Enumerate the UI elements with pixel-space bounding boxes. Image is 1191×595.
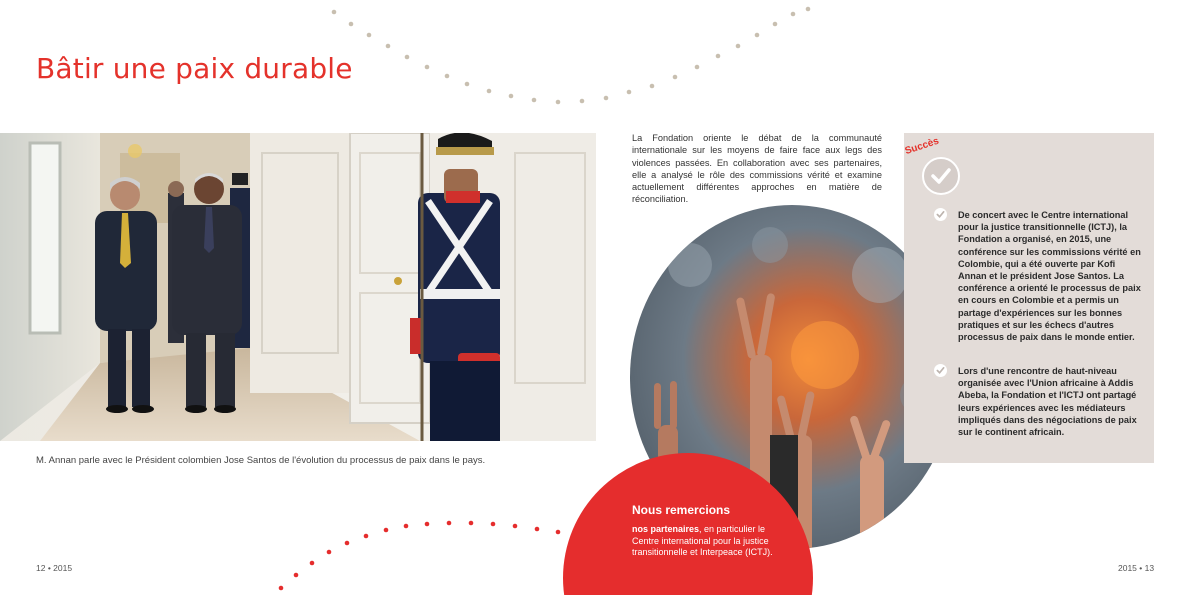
check-icon (934, 208, 947, 221)
thanks-title: Nous remercions (632, 503, 731, 517)
page-number-left: 12 • 2015 (36, 563, 73, 573)
top-dot-arc (332, 7, 811, 105)
success-item-2: Lors d'une rencontre de haut-niveau organisée avec l'Union africaine à Addis Abeba, la Fondation et l'ICTJ ont partagé leurs expériences avec les médiateurs impliqués dans des négociations de paix sur le continent africain. (958, 366, 1137, 438)
success-item-1: De concert avec le Centre international pour la justice transitionnelle (ICTJ), la Fondation a organisé, en 2015, une conférence sur les commissions vérité en Colombie, qui a été ouverte par Kofi Annan et le président Jose Santos. La conférence a orienté le processus de paix en cours en Colombie et a permis un partage d'expériences sur les bonnes pratiques et sur les échecs d'autres processus de paix dans le monde entier. (958, 210, 1141, 343)
thanks-bold-lead: nos partenaires (632, 524, 700, 534)
success-label: Succès (903, 135, 941, 157)
check-icon (922, 157, 960, 195)
page-number-right: 2015 • 13 (1118, 563, 1155, 573)
check-icon (934, 364, 947, 377)
thanks-body-text: , en particulier le Centre international pour la justice transitionnelle et Interpeace (ICTJ). (632, 524, 773, 557)
photo-caption: M. Annan parle avec le Président colombien Jose Santos de l'évolution du processus de paix dans le pays. (36, 455, 486, 466)
hallway-photo (0, 133, 596, 441)
thanks-body (632, 524, 792, 559)
intro-paragraph: La Fondation oriente le débat de la communauté internationale sur les moyens de faire face aux legs des violences passées. En collaboration avec ses partenaires, elle a analysé le rôle des commissions vérité et examine actuellement différentes approches en matière de réconciliation. (632, 133, 882, 205)
page-title: Bâtir une paix durable (36, 52, 353, 85)
bottom-dot-arc (279, 521, 561, 591)
